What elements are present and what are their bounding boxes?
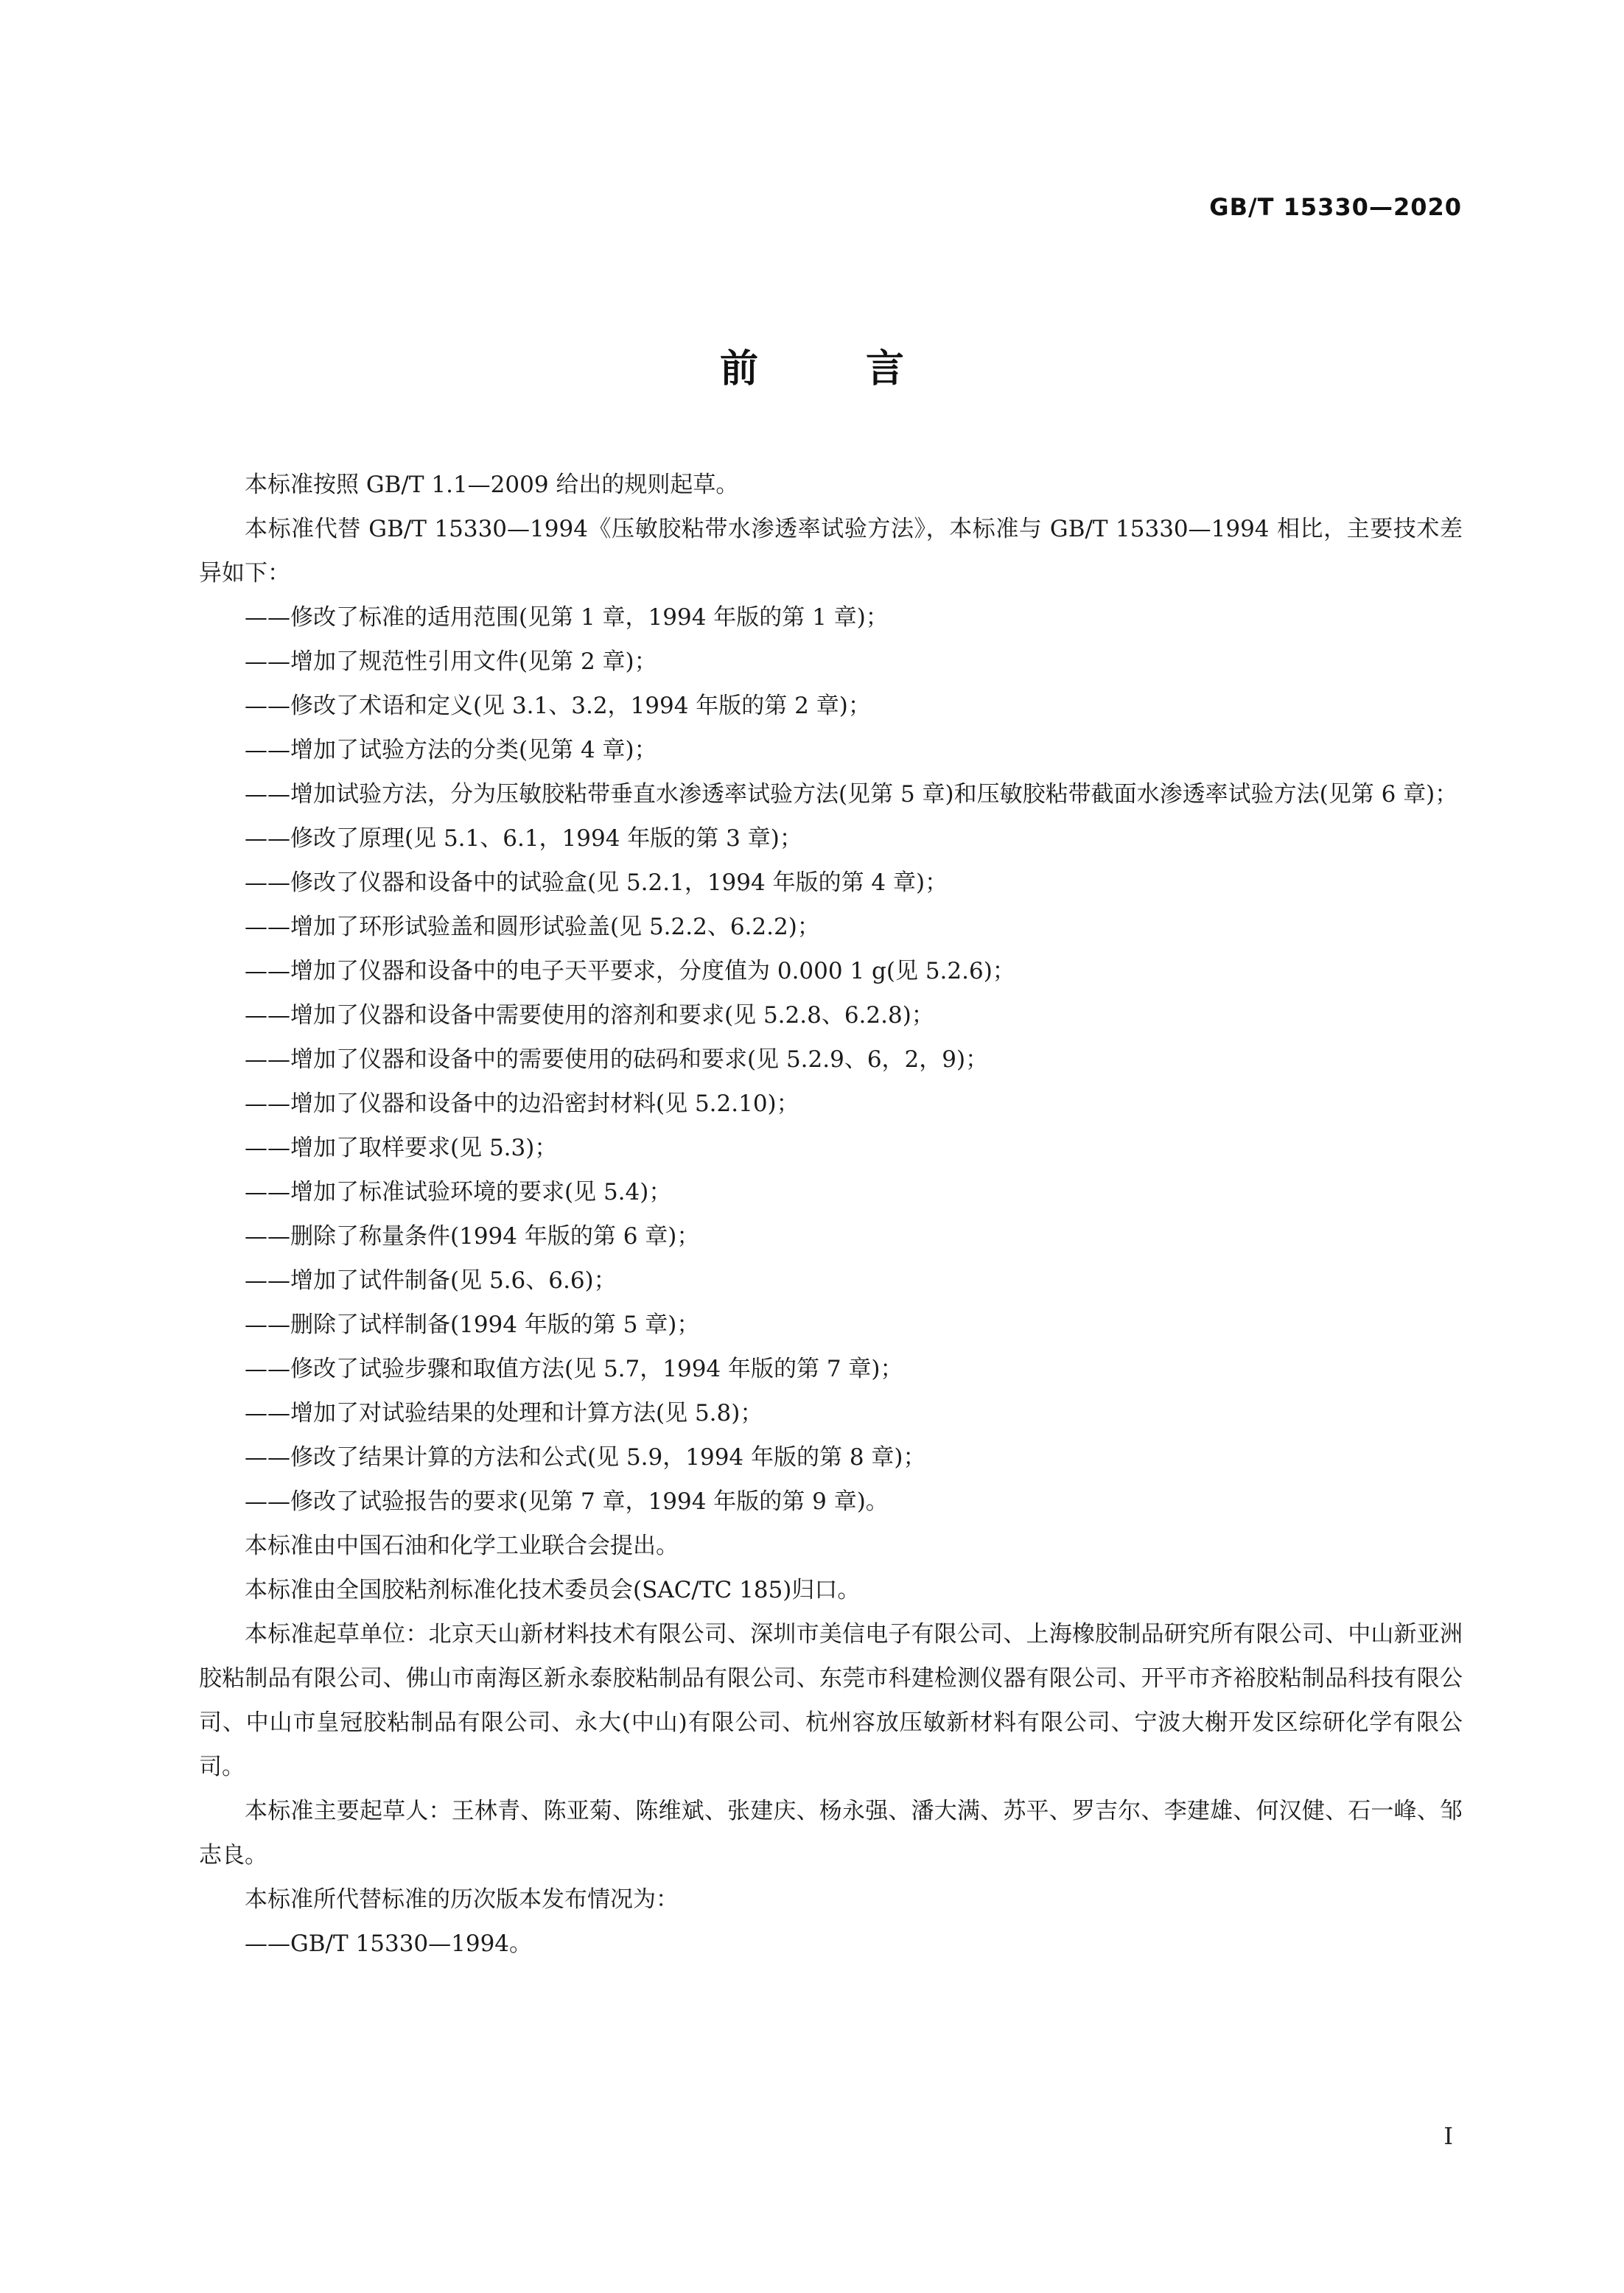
change-item: ——修改了试验步骤和取值方法(见 5.7，1994 年版的第 7 章)； <box>245 1356 903 1382</box>
page-number: I <box>1443 2122 1453 2150</box>
change-item: ——删除了称量条件(1994 年版的第 6 章)； <box>245 1223 700 1250</box>
change-item: ——修改了试验报告的要求(见第 7 章，1994 年版的第 9 章)。 <box>245 1488 889 1515</box>
change-item: ——增加了对试验结果的处理和计算方法(见 5.8)； <box>245 1400 763 1426</box>
change-item: ——删除了试样制备(1994 年版的第 5 章)； <box>245 1312 700 1338</box>
drafting-units-paragraph: 本标准起草单位：北京天山新材料技术有限公司、深圳市美信电子有限公司、上海橡胶制品研究所有限公司、中山新亚洲胶粘制品有限公司、佛山市南海区新永泰胶粘制品有限公司、东莞市科建检测仪器有限公司、开平市齐裕胶粘制品科技有限公司、中山市皇冠胶粘制品有限公司、永大(中山)有限公司、杭州容放压敏新材料有限公司、宁波大榭开发区综研化学有限公司。 <box>199 1621 1463 1780</box>
change-item: ——增加了试验方法的分类(见第 4 章)； <box>245 737 657 763</box>
change-item: ——增加了仪器和设备中的需要使用的砝码和要求(见 5.2.9、6，2，9)； <box>245 1046 989 1073</box>
change-item: ——增加了环形试验盖和圆形试验盖(见 5.2.2、6.2.2)； <box>245 914 820 940</box>
drafters-paragraph: 本标准主要起草人：王林青、陈亚菊、陈维斌、张建庆、杨永强、潘大满、苏平、罗吉尔、李建雄、何汉健、石一峰、邹志良。 <box>199 1798 1463 1869</box>
change-item: ——修改了结果计算的方法和公式(见 5.9，1994 年版的第 8 章)； <box>245 1444 926 1471</box>
change-item: ——修改了术语和定义(见 3.1、3.2，1994 年版的第 2 章)； <box>245 693 871 719</box>
page-title: 前 言 <box>719 347 952 391</box>
change-item: ——增加了仪器和设备中的边沿密封材料(见 5.2.10)； <box>245 1091 799 1117</box>
change-item: ——增加了取样要求(见 5.3)； <box>245 1135 558 1161</box>
change-item: ——修改了原理(见 5.1、6.1，1994 年版的第 3 章)； <box>245 825 802 852</box>
change-item: ——增加了标准试验环境的要求(见 5.4)； <box>245 1179 672 1205</box>
standard-code: GB/T 15330—2020 <box>1209 193 1462 221</box>
change-item: ——增加试验方法，分为压敏胶粘带垂直水渗透率试验方法(见第 5 章)和压敏胶粘带截面水渗透率试验方法(见第 6 章)； <box>245 781 1458 808</box>
history-intro-paragraph: 本标准所代替标准的历次版本发布情况为： <box>245 1886 679 1913</box>
intro-paragraph: 本标准代替 GB/T 15330—1994《压敏胶粘带水渗透率试验方法》，本标准与 GB/T 15330—1994 相比，主要技术差异如下： <box>199 516 1463 587</box>
change-item: ——增加了仪器和设备中需要使用的溶剂和要求(见 5.2.8、6.2.8)； <box>245 1002 934 1029</box>
proposer-paragraph: 本标准由中国石油和化学工业联合会提出。 <box>245 1533 679 1559</box>
history-item: ——GB/T 15330—1994。 <box>245 1930 533 1957</box>
document-body <box>199 463 1463 1966</box>
change-item: ——修改了仪器和设备中的试验盒(见 5.2.1，1994 年版的第 4 章)； <box>245 869 948 896</box>
change-item: ——增加了规范性引用文件(见第 2 章)； <box>245 648 657 675</box>
intro-paragraph: 本标准按照 GB/T 1.1—2009 给出的规则起草。 <box>245 472 739 498</box>
change-item: ——增加了仪器和设备中的电子天平要求，分度值为 0.000 1 g(见 5.2.6)； <box>245 958 1015 984</box>
change-item: ——增加了试件制备(见 5.6、6.6)； <box>245 1267 617 1294</box>
change-item: ——修改了标准的适用范围(见第 1 章，1994 年版的第 1 章)； <box>245 604 889 631</box>
committee-paragraph: 本标准由全国胶粘剂标准化技术委员会(SAC/TC 185)归口。 <box>245 1577 861 1603</box>
